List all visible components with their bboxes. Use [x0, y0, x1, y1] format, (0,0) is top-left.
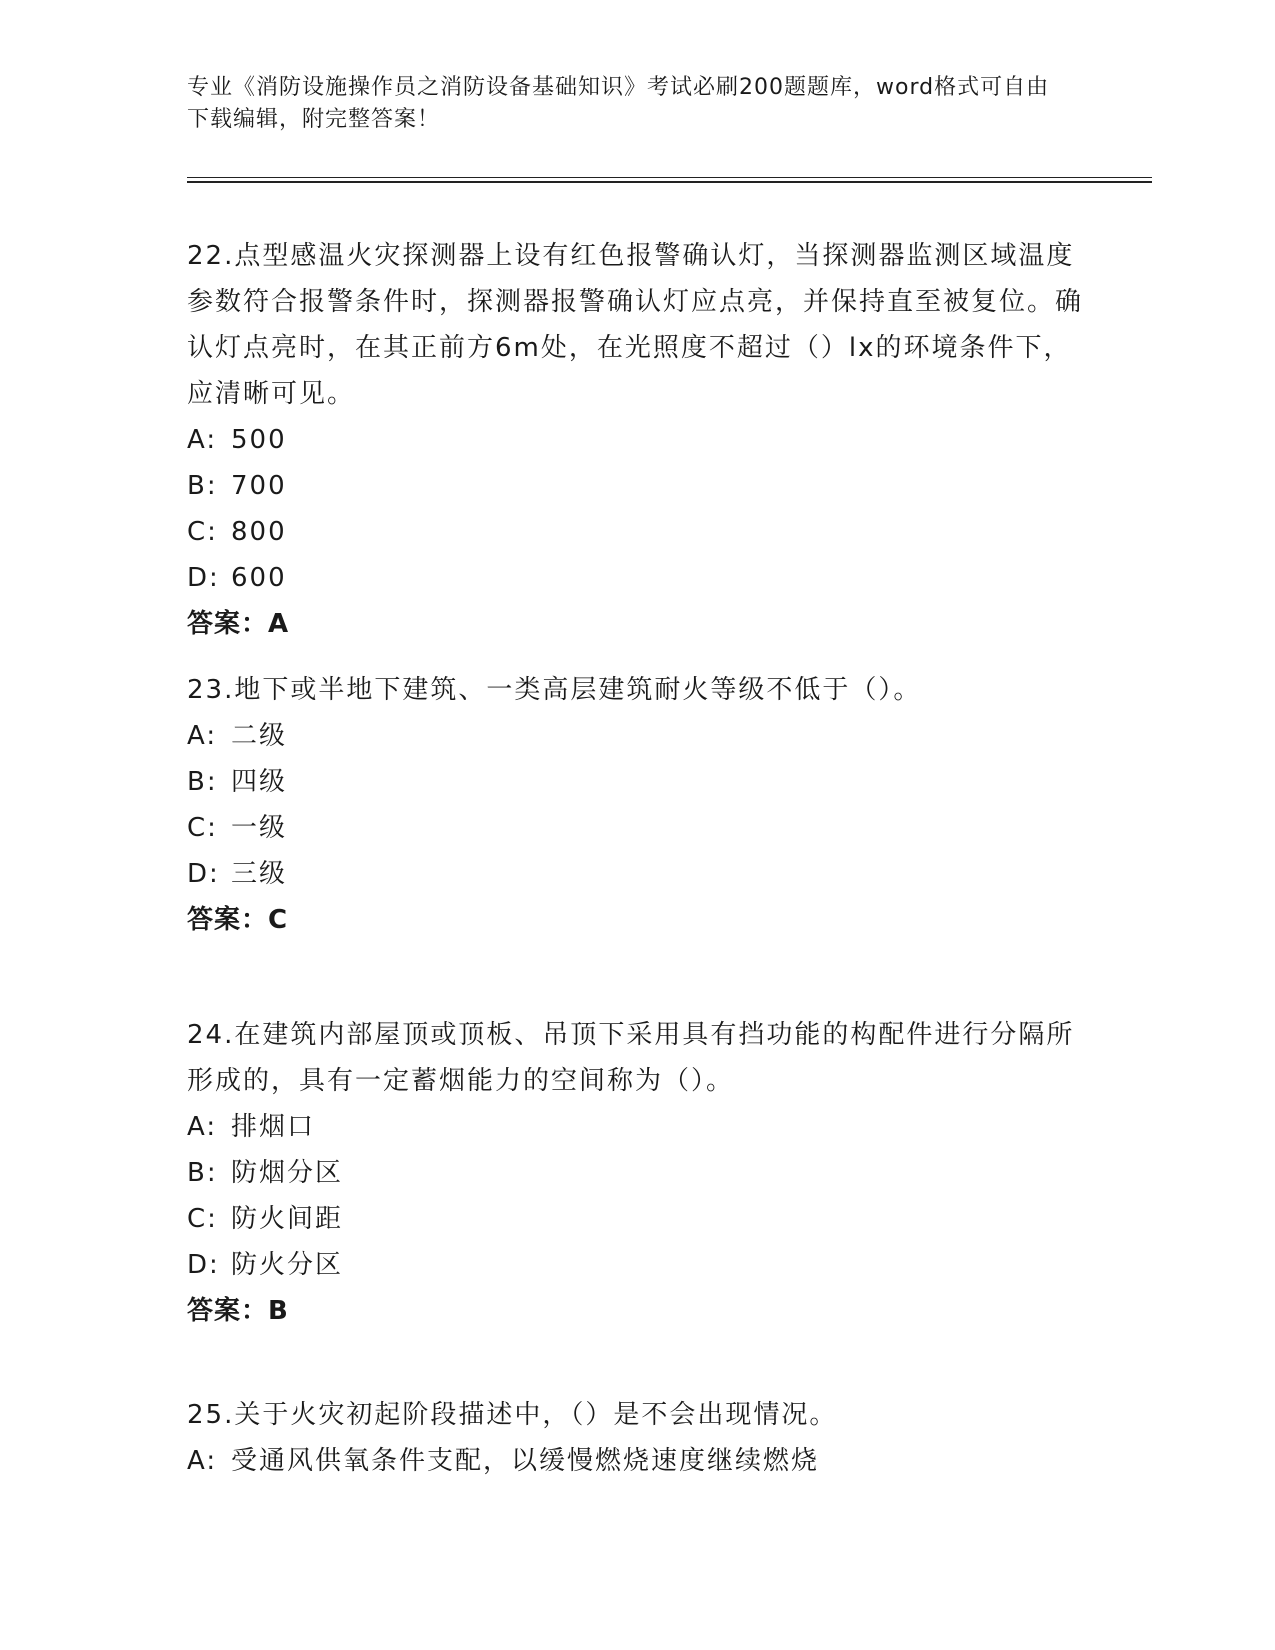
answer-label: 答案：C	[187, 905, 289, 935]
option-text: 三级	[231, 859, 288, 889]
option-letter: D:	[187, 563, 220, 593]
answer-label: 答案：B	[187, 1296, 289, 1326]
question-24	[187, 1012, 1087, 1334]
option-a	[187, 1104, 1087, 1150]
document-header: 专业《消防设施操作员之消防设备基础知识》考试必刷200题题库，word格式可自由下载编辑，附完整答案！	[187, 75, 1050, 132]
option-letter: D:	[187, 859, 220, 889]
option-text: 防火间距	[231, 1204, 344, 1234]
option-letter: C:	[187, 1204, 218, 1234]
option-letter: A:	[187, 1112, 218, 1142]
option-text: 二级	[231, 721, 288, 751]
option-d	[187, 1242, 1087, 1288]
option-c	[187, 805, 1087, 851]
option-text: 700	[231, 471, 287, 501]
option-letter: B:	[187, 1158, 218, 1188]
option-text: 800	[231, 517, 287, 547]
option-text: 排烟口	[231, 1112, 316, 1142]
option-a	[187, 1438, 1087, 1484]
header-divider-thick	[187, 181, 1152, 183]
option-letter: A:	[187, 721, 218, 751]
option-text: 防火分区	[231, 1250, 344, 1280]
question-text: 23.地下或半地下建筑、一类高层建筑耐火等级不低于（）。	[187, 675, 922, 705]
question-23	[187, 667, 1087, 943]
header-divider-thin	[187, 177, 1152, 178]
option-letter: B:	[187, 767, 218, 797]
option-letter: A:	[187, 1446, 218, 1476]
option-d	[187, 851, 1087, 897]
question-text: 22.点型感温火灾探测器上设有红色报警确认灯，当探测器监测区域温度参数符合报警条件时，探测器报警确认灯应点亮，并保持直至被复位。确认灯点亮时，在其正前方6m处，在光照度不超过（）lx的环境条件下，应清晰可见。	[187, 241, 1084, 409]
option-c	[187, 1196, 1087, 1242]
option-text: 500	[231, 425, 287, 455]
option-letter: A:	[187, 425, 218, 455]
option-text: 一级	[231, 813, 288, 843]
option-text: 600	[231, 563, 287, 593]
option-a	[187, 713, 1087, 759]
option-b	[187, 759, 1087, 805]
answer-label: 答案：A	[187, 609, 290, 639]
question-text: 24.在建筑内部屋顶或顶板、吊顶下采用具有挡功能的构配件进行分隔所形成的，具有一定蓄烟能力的空间称为（）。	[187, 1020, 1075, 1096]
option-d	[187, 555, 1087, 601]
option-letter: D:	[187, 1250, 220, 1280]
option-text: 四级	[231, 767, 288, 797]
option-b	[187, 463, 1087, 509]
option-letter: C:	[187, 517, 218, 547]
option-letter: C:	[187, 813, 218, 843]
option-text: 防烟分区	[231, 1158, 344, 1188]
option-text: 受通风供氧条件支配，以缓慢燃烧速度继续燃烧	[231, 1446, 820, 1476]
question-25	[187, 1392, 1087, 1484]
option-c	[187, 509, 1087, 555]
question-22	[187, 233, 1087, 647]
option-b	[187, 1150, 1087, 1196]
question-text: 25.关于火灾初起阶段描述中，（）是不会出现情况。	[187, 1400, 838, 1430]
option-a	[187, 417, 1087, 463]
option-letter: B:	[187, 471, 218, 501]
